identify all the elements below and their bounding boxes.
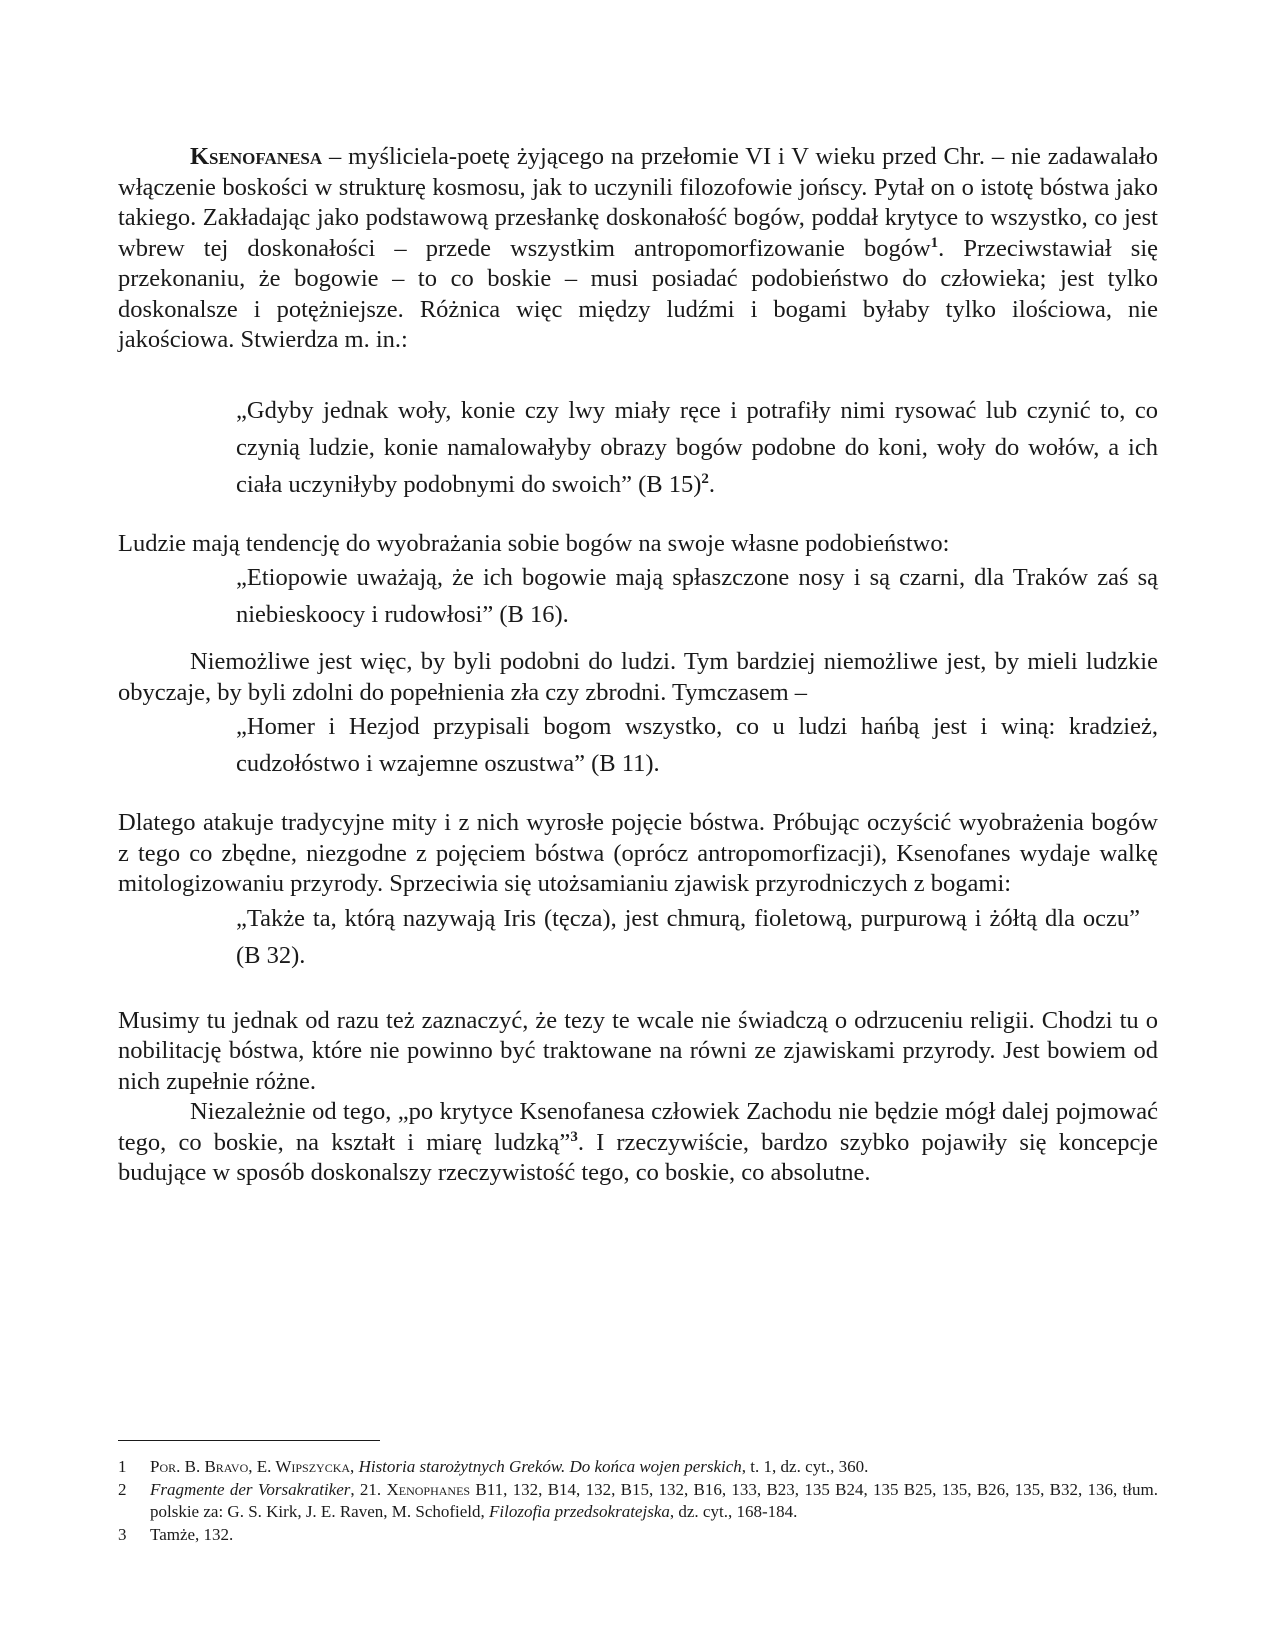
footnote-text bbox=[150, 1479, 1158, 1523]
quote-2: „Etiopowie uważają, że ich bogowie mają spłaszczone nosy i są czarni, dla Traków zaś są niebieskoocy i rudowłosi” (B 16). bbox=[236, 564, 1158, 628]
footnote-citation: , t. 1, dz. cyt., 360. bbox=[741, 1457, 869, 1476]
quote-4: „Także ta, którą nazywają Iris (tęcza), jest chmurą, fioletową, purpurową i żółtą dla oczu” (B 32). bbox=[236, 904, 1140, 969]
quote-1-text: „Gdyby jednak woły, konie czy lwy miały ręce i potrafiły nimi rysować lub czynić to, co czynią ludzie, konie namalowałyby obrazy bogów podobne do koni, woły do wołów, a ich ciała uczyniłyby podobnymi do swoich” (B 15) bbox=[236, 396, 1158, 498]
paragraph-1 bbox=[118, 142, 1158, 356]
paragraph-6 bbox=[118, 1097, 1158, 1189]
document-body bbox=[118, 142, 1158, 1189]
footnote-authors: Por. B. Bravo, E. Wipszycka, bbox=[150, 1457, 359, 1476]
footnote-1 bbox=[118, 1456, 1158, 1478]
footnote-number: 2 bbox=[118, 1480, 127, 1499]
quote-1 bbox=[236, 392, 1158, 503]
footnote-text bbox=[150, 1456, 1158, 1478]
footnotes bbox=[118, 1456, 1158, 1547]
footnote-number: 3 bbox=[118, 1525, 127, 1544]
paragraph-6-text-b: . I rzeczywiście, bardzo szybko pojawiły się koncepcje budujące w sposób doskonalszy rzeczywistość tego, co boskie, co absolutne. bbox=[118, 1128, 1158, 1186]
quote-3: „Homer i Hezjod przypisali bogom wszystko, co u ludzi hańbą jest i winą: kradzież, cudzołóstwo i wzajemne oszustwa” (B 11). bbox=[236, 713, 1158, 777]
footnote-title: Historia starożytnych Greków. Do końca wojen perskich bbox=[358, 1457, 742, 1476]
footnote-citation: , dz. cyt., 168-184. bbox=[669, 1502, 798, 1521]
paragraph-2: Ludzie mają tendencję do wyobrażania sobie bogów na swoje własne podobieństwo: bbox=[118, 529, 950, 557]
author-name: Ksenofanesa bbox=[190, 143, 323, 170]
paragraph-6-text-a: Niezależnie od tego, „po krytyce Ksenofanesa człowiek Zachodu nie będzie mógł dalej pojmować tego, co boskie, na kształt i miarę ludzką” bbox=[118, 1098, 1158, 1156]
paragraph-1-text-b: . Przeciwstawiał się przekonaniu, że bogowie – to co boskie – musi posiadać podobieństwo do człowieka; jest tylko doskonalsze i potężniejsze. Różnica więc między ludźmi i bogami byłaby tylko ilościowa, nie jakościowa. Stwierdza m. in.: bbox=[118, 234, 1159, 353]
footnote-number: 1 bbox=[118, 1457, 127, 1476]
footnote-3 bbox=[118, 1524, 1158, 1546]
footnote-ref-3[interactable]: 3 bbox=[570, 1128, 578, 1145]
paragraph-4: Dlatego atakuje tradycyjne mity i z nich wyrosłe pojęcie bóstwa. Próbując oczyścić wyobrażenia bogów z tego co zbędne, niezgodne z pojęciem bóstwa (oprócz antropomorfizacji), Ksenofanes wydaje walkę mitologizowaniu przyrody. Sprzeciwia się utożsamianiu zjawisk przyrodniczych z bogami: bbox=[118, 809, 1158, 897]
paragraph-1-text-a: – myśliciela-poetę żyjącego na przełomie VI i V wieku przed Chr. – nie zadawalało włączenie boskości w strukturę kosmosu, jak to uczynili filozofowie jońscy. Pytał on o istotę bóstwa jako takiego. Zakładając jako podstawową przesłankę doskonałość bogów, poddał krytyce to wszystko, co jest wbrew tej doskonałości – przede wszystkim antropomorfizowanie bogów bbox=[118, 143, 1158, 262]
footnote-separator bbox=[118, 1440, 380, 1441]
footnote-title: Filozofia przedsokratejska bbox=[489, 1502, 670, 1521]
quote-1-end: . bbox=[708, 470, 716, 498]
footnote-author: Xenophanes bbox=[386, 1480, 471, 1499]
paragraph-3: Niemożliwe jest więc, by byli podobni do ludzi. Tym bardziej niemożliwe jest, by mieli ludzkie obyczaje, by byli zdolni do popełnienia zła czy zbrodni. Tymczasem – bbox=[118, 648, 1158, 706]
paragraph-5: Musimy tu jednak od razu też zaznaczyć, że tezy te wcale nie świadczą o odrzuceniu religii. Chodzi tu o nobilitację bóstwa, które nie powinno być traktowane na równi ze zjawiskami przyrody. Jest bowiem od nich zupełnie różne. bbox=[118, 1006, 1158, 1095]
footnote-citation: B11, 132, B14, 132, B15, 132, B16, 133, B23, 135 B24, 135 B25, 135, B26, 135, B32, 136, tłum. polskie za: G. S. Kirk, J. E. Raven, M. Schofield, bbox=[150, 1480, 1158, 1521]
footnote-text: Tamże, 132. bbox=[150, 1525, 234, 1544]
footnote-title: Fragmente der Vorsakratiker bbox=[150, 1480, 351, 1499]
footnote-ref-2[interactable]: 2 bbox=[701, 470, 709, 487]
footnote-citation: , 21. bbox=[350, 1480, 387, 1499]
footnote-2 bbox=[118, 1479, 1158, 1523]
footnote-ref-1[interactable]: 1 bbox=[930, 234, 939, 251]
